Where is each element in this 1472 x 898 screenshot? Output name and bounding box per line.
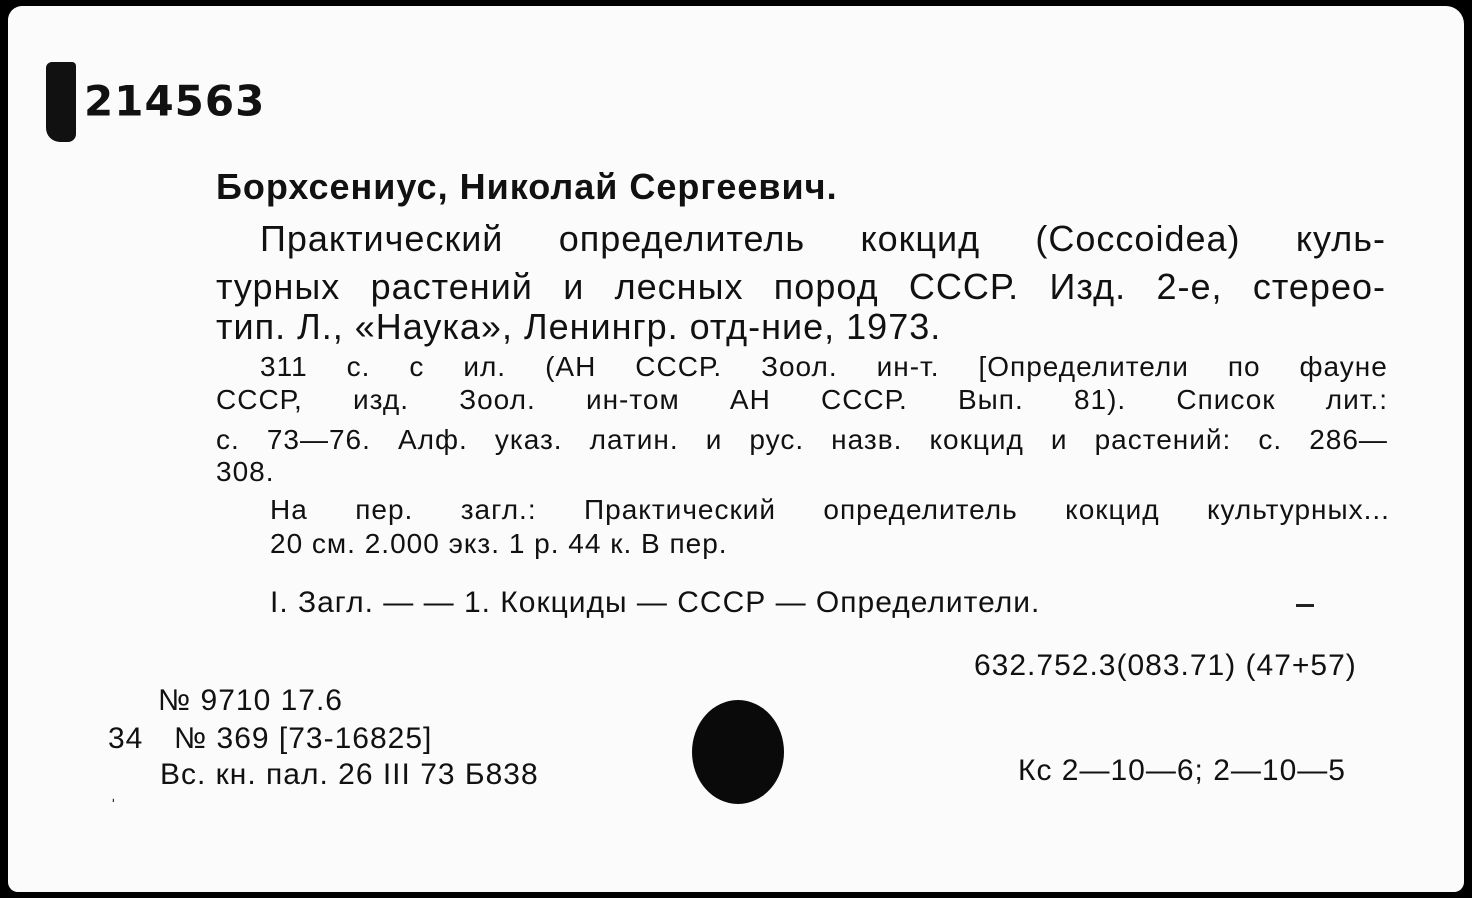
word: СССР. [908, 266, 1020, 307]
udc-number: 632.752.3(083.71) (47+57) [974, 649, 1357, 682]
collation-line-4: 308. [216, 456, 275, 487]
shelf-mark [46, 64, 265, 144]
catalog-card [8, 6, 1464, 892]
title-line-2 [216, 266, 1386, 308]
word: культурных... [1206, 494, 1390, 525]
word: куль- [1295, 218, 1386, 259]
tracings: I. Загл. — — 1. Кокциды — СССР — Определители. [270, 586, 1041, 619]
word: с. [346, 351, 371, 382]
word: изд. [353, 384, 409, 415]
word: Вып. [958, 384, 1024, 415]
collation-line-2 [216, 384, 1388, 416]
word: 73—76. [266, 424, 371, 455]
word: указ. [494, 424, 563, 455]
shelf-number: 214563 [84, 76, 266, 126]
title-line-1 [260, 218, 1386, 260]
word: Практический [584, 494, 777, 525]
word: Список [1176, 384, 1276, 415]
word: ил. [463, 351, 507, 382]
word: Алф. [397, 424, 468, 455]
note-line-1 [270, 494, 1390, 526]
word: определитель [823, 494, 1018, 525]
word: стерео- [1252, 266, 1386, 307]
word: СССР, [216, 384, 303, 415]
word: лесных [614, 266, 744, 307]
card-punch-hole [692, 700, 784, 804]
word: На [270, 494, 308, 525]
classification-code: Кс 2—10—6; 2—10—5 [1018, 754, 1346, 787]
collation-line-3 [216, 424, 1388, 456]
word: определитель [558, 218, 806, 259]
print-info: Вс. кн. пал. 26 III 73 Б838 [160, 758, 539, 791]
word: латин. [589, 424, 679, 455]
word: 2-е, [1156, 266, 1223, 307]
word: лит.: [1325, 384, 1388, 415]
word: 286— [1309, 424, 1388, 455]
word: АН [729, 384, 771, 415]
word: и [705, 424, 723, 455]
word: загл.: [460, 494, 537, 525]
word: 81). [1073, 384, 1127, 415]
stray-mark: ˈ [110, 796, 117, 818]
author-heading: Борхсениус, Николай Сергеевич. [216, 166, 838, 207]
word: СССР. [820, 384, 908, 415]
word: 311 [260, 351, 308, 382]
word: ин-том [585, 384, 680, 415]
word: кокцид [1065, 494, 1160, 525]
word: [Определители [978, 351, 1189, 382]
word: и [1050, 424, 1068, 455]
word: и [563, 266, 585, 307]
word: пер. [355, 494, 414, 525]
word: с. [1258, 424, 1283, 455]
word: Зоол. [761, 351, 838, 382]
word: рус. [749, 424, 805, 455]
word: кокцид [860, 218, 981, 259]
word: с. [216, 424, 240, 455]
word: растений [370, 266, 533, 307]
record-number: № 9710 17.6 [158, 684, 343, 717]
word: Практический [260, 218, 504, 259]
library-stamp-mark [46, 62, 76, 142]
word: ин-т. [876, 351, 940, 382]
word: Зоол. [459, 384, 536, 415]
word: кокцид [929, 424, 1024, 455]
word: Изд. [1049, 266, 1127, 307]
word: (АН [545, 351, 597, 382]
word: СССР. [635, 351, 723, 382]
book-chamber-prefix: 34 [108, 722, 144, 755]
word: с [409, 351, 425, 382]
collation-line-1 [260, 351, 1388, 383]
word: назв. [831, 424, 903, 455]
word: пород [773, 266, 879, 307]
word: (Coccoidea) [1035, 218, 1241, 259]
word: растений: [1094, 424, 1232, 455]
word: фауне [1299, 351, 1388, 382]
word: по [1227, 351, 1261, 382]
title-line-3: тип. Л., «Наука», Ленингр. отд-ние, 1973. [216, 306, 942, 347]
note-line-2: 20 см. 2.000 экз. 1 р. 44 к. В пер. [270, 528, 728, 559]
dash-mark [1296, 604, 1314, 607]
word: турных [216, 266, 341, 307]
book-chamber-number: № 369 [73-16825] [174, 722, 433, 755]
